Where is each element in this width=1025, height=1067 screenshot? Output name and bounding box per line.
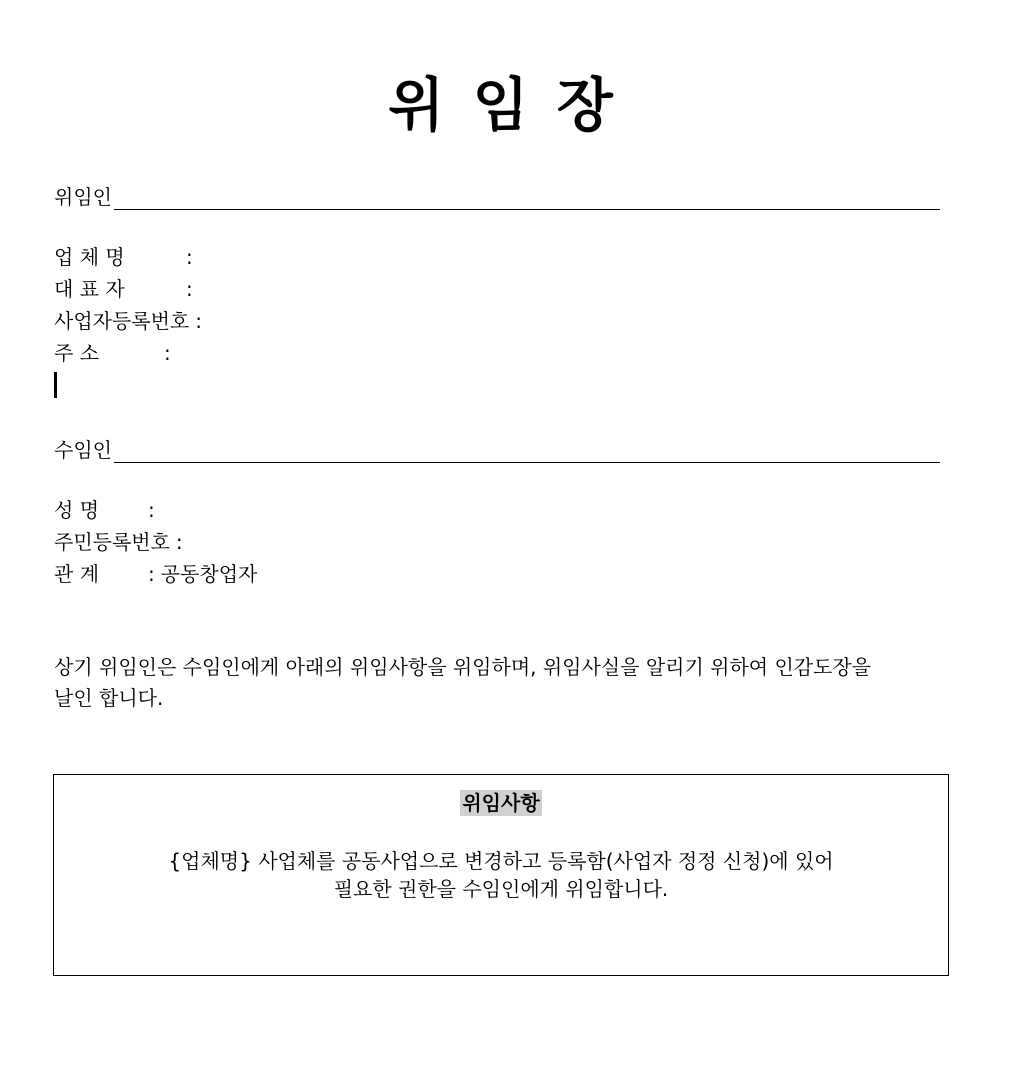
business-reg-no-colon: : — [195, 309, 202, 333]
company-name-field — [54, 241, 202, 273]
company-name-colon: : — [186, 245, 193, 269]
statement-line-1: 상기 위임인은 수임인에게 아래의 위임사항을 위임하며, 위임사실을 알리기 위하여 인감도장을 — [54, 655, 872, 679]
statement-paragraph — [54, 652, 944, 714]
name-label: 성 명 — [54, 498, 100, 522]
relation-label: 관 계 — [54, 562, 100, 586]
address-label: 주 소 — [54, 341, 100, 365]
grantee-heading: 수임인 — [54, 438, 112, 462]
delegation-line-1: {업체명} 사업체를 공동사업으로 변경하고 등록함(사업자 정정 신청)에 있어 — [168, 849, 834, 873]
grantee-fields — [54, 494, 257, 590]
grantor-fields — [54, 241, 202, 369]
resident-reg-no-label: 주민등록번호 — [54, 530, 170, 554]
business-reg-no-label: 사업자등록번호 — [54, 309, 190, 333]
representative-colon: : — [186, 277, 193, 301]
delegation-body — [54, 847, 948, 903]
grantor-underline — [114, 181, 940, 210]
address-colon: : — [164, 341, 171, 365]
resident-reg-no-colon: : — [175, 530, 183, 554]
company-name-label: 업 체 명 — [54, 245, 125, 269]
delegation-box — [53, 774, 949, 976]
name-colon: : — [148, 498, 155, 522]
name-field — [54, 494, 257, 526]
delegation-title-wrap — [54, 787, 948, 816]
representative-field — [54, 273, 202, 305]
text-cursor — [54, 372, 57, 398]
grantor-heading-line — [54, 174, 940, 210]
address-field — [54, 337, 202, 369]
delegation-line-2: 필요한 권한을 수임인에게 위임합니다. — [333, 877, 669, 901]
relation-field — [54, 558, 257, 590]
representative-label: 대 표 자 — [54, 277, 125, 301]
grantor-heading: 위임인 — [54, 185, 112, 209]
relation-colon: : — [148, 562, 155, 586]
document-title: 위 임 장 — [388, 71, 617, 139]
relation-value: 공동창업자 — [160, 562, 258, 586]
business-reg-no-field — [54, 305, 202, 337]
grantee-heading-line — [54, 427, 940, 463]
grantee-underline — [114, 434, 940, 463]
statement-line-2: 날인 합니다. — [54, 686, 164, 710]
resident-reg-no-field — [54, 526, 257, 558]
delegation-title: 위임사항 — [462, 791, 540, 815]
